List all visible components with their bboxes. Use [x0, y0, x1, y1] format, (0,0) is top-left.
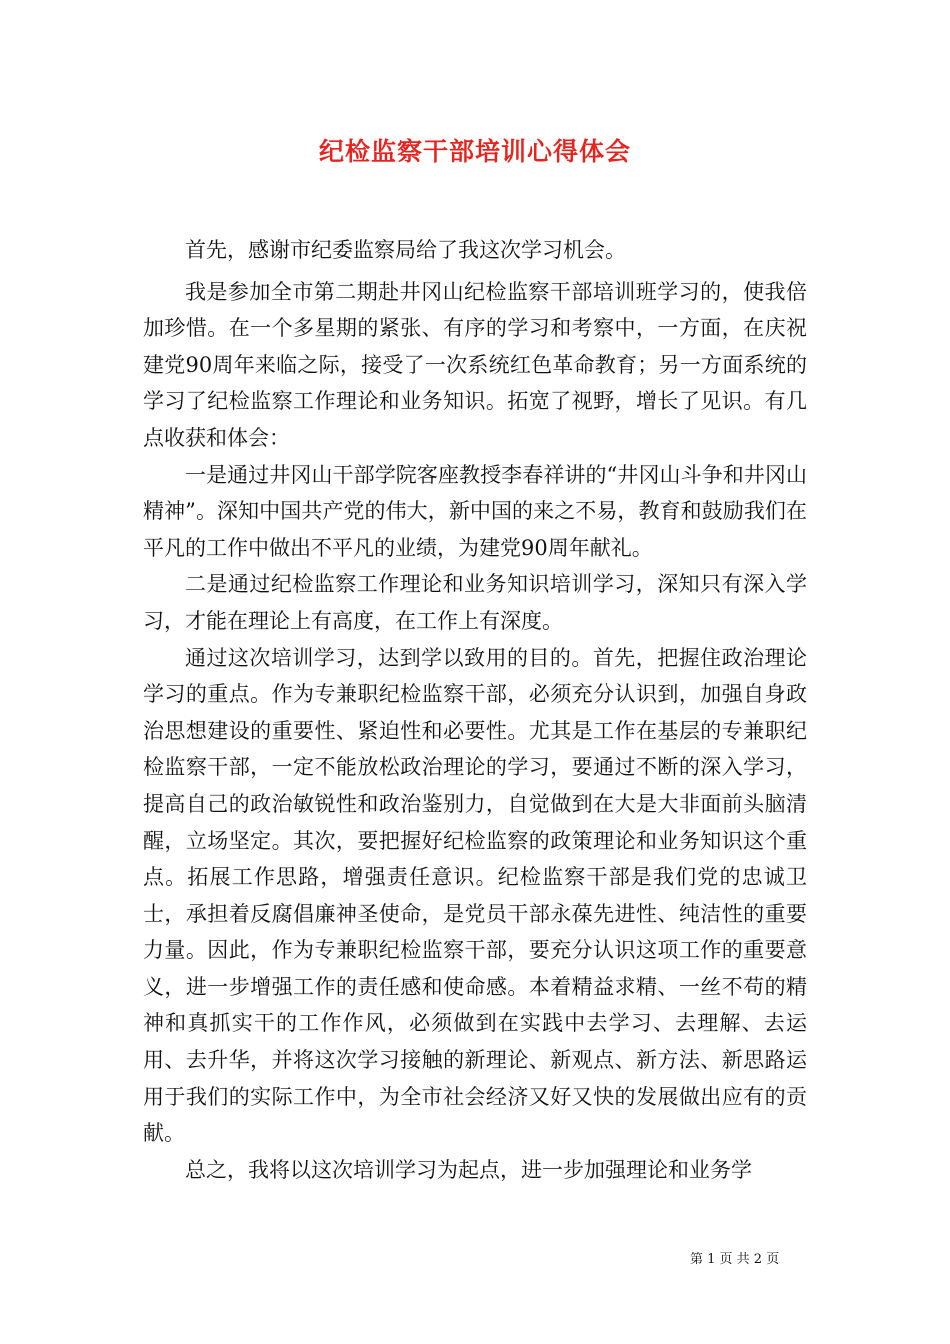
paragraph-background: 我是参加全市第二期赴井冈山纪检监察干部培训班学习的，使我倍加珍惜。在一个多星期的紧张、有序的学习和考察中，一方面，在庆祝建党90周年来临之际，接受了一次系统红色革命教育；另一方面系统的学习了纪检监察工作理论和业务知识。拓宽了视野，增长了见识。有几点收获和体会：	[143, 279, 807, 450]
paragraph-point-one: 一是通过井冈山干部学院客座教授李春祥讲的“井冈山斗争和井冈山精神”。深知中国共产党的伟大，新中国的来之不易，教育和鼓励我们在平凡的工作中做出不平凡的业绩，为建党90周年献礼。	[143, 462, 807, 560]
page-number-footer: 第 1 页 共 2 页	[690, 1252, 780, 1267]
document-body	[143, 232, 807, 1188]
paragraph-intro: 首先，感谢市纪委监察局给了我这次学习机会。	[185, 238, 626, 262]
page-title: 纪检监察干部培训心得体会	[318, 137, 631, 166]
paragraph-point-two: 二是通过纪检监察工作理论和业务知识培训学习，深知只有深入学习，才能在理论上有高度，在工作上有深度。	[143, 572, 807, 633]
paragraph-application: 通过这次培训学习，达到学以致用的目的。首先，把握住政治理论学习的重点。作为专兼职纪检监察干部，必须充分认识到，加强自身政治思想建设的重要性、紧迫性和必要性。尤其是工作在基层的专兼职纪检监察干部，一定不能放松政治理论的学习，要通过不断的深入学习，提高自己的政治敏锐性和政治鉴别力，自觉做到在大是大非面前头脑清醒，立场坚定。其次，要把握好纪检监察的政策理论和业务知识这个重点。拓展工作思路，增强责任意识。纪检监察干部是我们党的忠诚卫士，承担着反腐倡廉神圣使命，是党员干部永葆先进性、纯洁性的重要力量。因此，作为专兼职纪检监察干部，要充分认识这项工作的重要意义，进一步增强工作的责任感和使命感。本着精益求精、一丝不苟的精神和真抓实干的工作作风，必须做到在实践中去学习、去理解、去运用、去升华，并将这次学习接触的新理论、新观点、新方法、新思路运用于我们的实际工作中，为全市社会经济又好又快的发展做出应有的贡献。	[143, 645, 807, 1146]
paragraph-conclusion: 总之，我将以这次培训学习为起点，进一步加强理论和业务学	[185, 1157, 752, 1182]
